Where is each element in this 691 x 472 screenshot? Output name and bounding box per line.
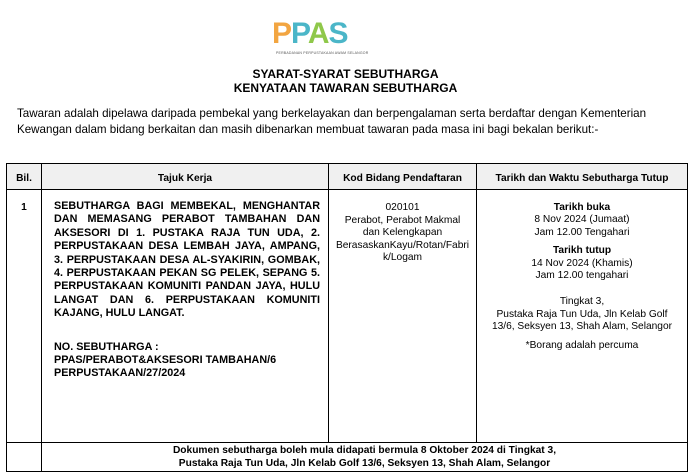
intro-paragraph: Tawaran adalah dipelawa daripada pembekal yang berkelayakan dan berpengalaman serta berdaftar dengan Kementerian Kewangan dalam bidang berkaitan dan masih dibenarkan membuat tawaran pada masa ini bagi bekalan berikut:- [17,107,647,136]
kod-desc-3: BerasaskanKayu/Rotan/Fabri [335,239,470,251]
open-time: Jam 12.00 Tengahari [534,226,630,238]
table-header-row [7,164,688,190]
page-title: SYARAT-SYARAT SEBUTHARGA [252,67,439,81]
logo-letter-a: A [307,17,329,50]
header-tarikh: Tarikh dan Waktu Sebutharga Tutup [477,164,688,190]
table-row [7,190,688,443]
quotation-number-block [54,341,320,381]
row-kod [329,190,477,443]
header-kod: Kod Bidang Pendaftaran [329,164,477,190]
close-date: 14 Nov 2024 (Khamis) [531,257,633,269]
quotation-number-label: NO. SEBUTHARGA : [54,340,159,353]
ppas-logo [272,17,369,58]
address-line-1: Tingkat 3, [559,296,605,308]
footer-line-2: Pustaka Raja Tun Uda, Jln Kelab Golf 13/6, Seksyen 13, Shah Alam, Selangor [178,457,551,469]
header-tajuk: Tajuk Kerja [42,164,329,190]
table-footer-row [7,443,688,472]
open-date-label: Tarikh buka [553,202,611,213]
logo-subtitle: PERBADANAN PERPUSTAKAAN AWAM SELANGOR [276,51,369,55]
footer-line-1: Dokumen sebutharga boleh mula didapati bermula 8 Oktober 2024 di Tingkat 3, [172,445,557,456]
close-date-label: Tarikh tutup [552,245,612,257]
row-bil: 1 [7,190,42,443]
close-time: Jam 12.00 tengahari [535,270,629,282]
kod-code: 020101 [385,202,420,213]
row-tarikh [477,190,688,443]
quotation-number-value-2: PERPUSTAKAAN/27/2024 [54,367,186,380]
page-subtitle: KENYATAAN TAWARAN SEBUTHARGA [233,81,458,95]
tajuk-description: SEBUTHARGA BAGI MEMBEKAL, MENGHANTAR DAN MEMASANG PERABOT TAMBAHAN DAN AKSESORI DI 1. PUSTAKA RAJA TUN UDA, 2. PERPUSTAKAAN DESA LEMBAH JAYA, AMPANG, 3. PERPUSTAKAAN DESA AL-SYAKIRIN, GOMBAK, 4. PERPUSTAKAAN PEKAN SG PELEK, SEPANG 5. PERPUSTAKAAN KOMUNITI PANDAN JAYA, HULU LANGAT DAN 6. PERPUSTAKAAN KOMUNITI KAJANG, HULU LANGAT. [54,200,320,320]
footer-note [42,443,688,472]
quotation-number-value-1: PPAS/PERABOT&AKSESORI TAMBAHAN/6 [54,354,277,367]
kod-desc-1: Perabot, Perabot Makmal [344,214,461,226]
quotation-table [6,163,688,472]
logo-letter-p2: P [291,17,308,50]
logo-wordmark [272,18,348,50]
address-line-2: Pustaka Raja Tun Uda, Jln Kelab Golf [496,308,668,320]
row-tajuk [42,190,329,443]
header-bil: Bil. [7,164,42,190]
open-date: 8 Nov 2024 (Jumaat) [534,214,630,226]
kod-desc-4: k/Logam [382,252,423,264]
kod-desc-2: dan Kelengkapan [362,227,443,239]
logo-letter-p1: P [272,17,292,50]
footer-empty-cell [7,443,42,472]
address-line-3: 13/6, Seksyen 13, Shah Alam, Selangor [491,321,673,333]
free-form-note: *Borang adalah percuma [525,339,639,351]
logo-letter-s: S [328,17,348,50]
